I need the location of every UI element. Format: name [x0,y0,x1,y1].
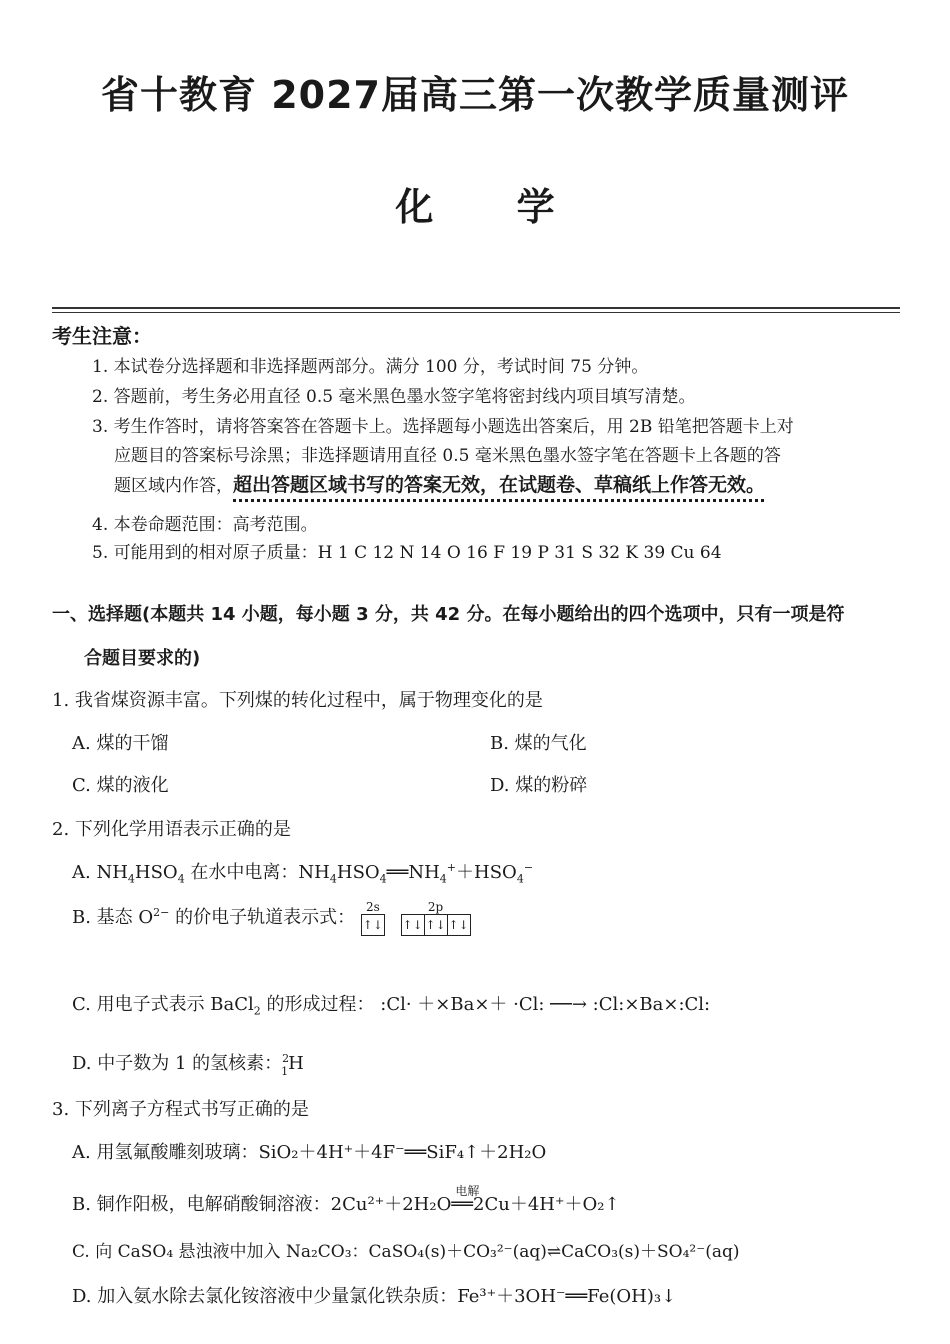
notice-item-3: 3. 考生作答时，请将答案答在答题卡上。选择题每小题选出答案后，用 2B 铅笔把答题卡上对 [92,417,794,437]
q2-stem: 2. 下列化学用语表示正确的是 [52,819,291,840]
q2-a-prefix: A. NH [72,862,128,883]
q3-b-text: B. 铜作阳极，电解硝酸铜溶液：2Cu²⁺＋2H₂O [72,1194,452,1215]
q2-b-sup: 2− [153,906,170,919]
notice-item-3-end [114,470,765,497]
q3-option-b [72,1184,620,1216]
q1-stem: 1. 我省煤资源丰富。下列煤的转化过程中，属于物理变化的是 [52,690,543,711]
notice-emphasis: 超出答题区域书写的答案无效，在试题卷、草稿纸上作答无效。 [233,474,766,496]
q2-b-post: 的价电子轨道表示式： [169,907,356,928]
header-divider [52,307,900,309]
notice-item-4: 4. 本卷命题范围：高考范围。 [92,515,318,535]
orbital-2p-label: 2p [427,900,444,914]
q2-option-d: D. 中子数为 1 的氢核素：$^2_1$H [72,1052,304,1078]
q2-c-text: C. 用电子式表示 BaCl [72,994,254,1015]
q3-option-d: D. 加入氨水除去氯化铵溶液中少量氯化铁杂质：Fe³⁺＋3OH⁻══Fe(OH)₃↓ [72,1286,677,1307]
q1-option-d: D. 煤的粉碎 [490,775,588,796]
q2-option-c: C. 用电子式表示 BaCl$_2$ 的形成过程： :Cl· ＋×Ba×＋ ·Cl: ──→ :Cl:×Ba×:Cl: [72,994,711,1018]
q2-b-text: B. 基态 O [72,907,154,928]
q2-d-symbol: H [288,1053,304,1074]
notice-heading: 考生注意： [52,324,152,348]
subject-title: 化 学 [395,185,555,229]
electrolysis-condition: 电解 [455,1184,480,1198]
orbital-2p: 2p ↑↓ ↑↓ ↑↓ [401,900,471,936]
q2-option-b [72,900,471,936]
notice-item-2: 2. 答题前，考生务必用直径 0.5 毫米黑色墨水签字笔将密封线内项目填写清楚。 [92,387,696,407]
header-divider-thin [52,312,900,313]
q1-option-c: C. 煤的液化 [72,775,169,796]
q3-b-post: 2Cu＋4H⁺＋O₂↑ [473,1194,620,1215]
exam-title: 省十教育 2027届高三第一次教学质量测评 [101,73,849,117]
electrolysis-arrow: 电解 ══ [451,1184,480,1215]
q2-c-post: 的形成过程： [260,994,375,1015]
notice-item-3-tail: 题区域内作答， [114,476,233,496]
orbital-2s: 2s ↑↓ [361,900,385,936]
orbital-2s-label: 2s [365,900,380,914]
q2-option-a: A. $NH_4HSO_4$ 在水中电离：$NH_4HSO_4══NH_4^++HSO_4^-$ [72,861,534,886]
notice-item-1: 1. 本试卷分选择题和非选择题两部分。满分 100 分，考试时间 75 分钟。 [92,357,649,377]
notice-item-3-cont: 应题目的答案标号涂黑；非选择题请用直径 0.5 毫米黑色墨水签字笔在答题卡上各题的答 [114,446,781,466]
q2-a-hso4: HSO [134,862,178,883]
section-heading: 一、选择题(本题共 14 小题，每小题 3 分，共 42 分。在每小题给出的四个选项中，只有一项是符 [52,604,845,625]
q2-a-text: 在水中电离： [184,862,299,883]
q3-stem: 3. 下列离子方程式书写正确的是 [52,1099,309,1120]
q3-option-a: A. 用氢氟酸雕刻玻璃：SiO₂＋4H⁺＋4F⁻══SiF₄↑＋2H₂O [72,1142,547,1163]
q3-option-c: C. 向 CaSO₄ 悬浊液中加入 Na₂CO₃：CaSO₄(s)＋CO₃²⁻(aq)⇌CaCO₃(s)＋SO₄²⁻(aq) [72,1242,740,1262]
section-heading-cont: 合题目要求的) [84,648,201,669]
electron-dot-formula: :Cl· ＋×Ba×＋ ·Cl: ──→ :Cl:×Ba×:Cl: [380,994,711,1015]
q1-option-a: A. 煤的干馏 [72,733,169,754]
notice-item-5: 5. 可能用到的相对原子质量：H 1 C 12 N 14 O 16 F 19 P 31 S 32 K 39 Cu 64 [92,543,722,563]
q2-d-text: D. 中子数为 1 的氢核素： [72,1053,283,1074]
q1-option-b: B. 煤的气化 [490,733,587,754]
